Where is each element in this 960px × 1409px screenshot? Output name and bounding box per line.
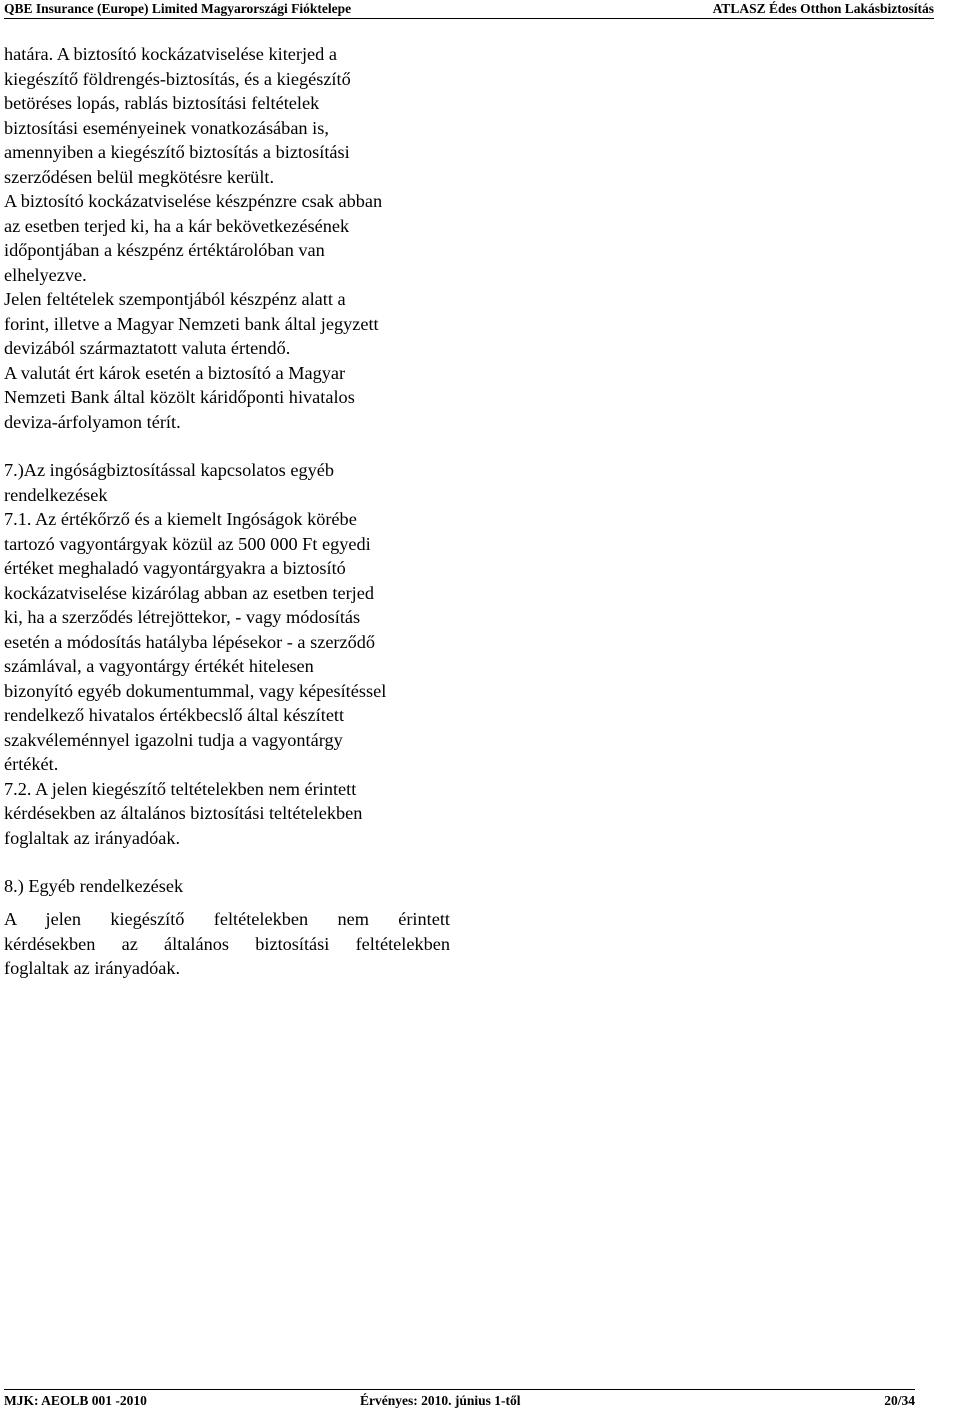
header-product: ATLASZ Édes Otthon Lakásbiztosítás: [712, 1, 934, 16]
body-line: szerződésen belül megkötésre került.: [4, 166, 275, 187]
body-line: Jelen feltételek szempontjából készpénz alatt a: [4, 289, 346, 309]
section-7-line: kérdésekben az általános biztosítási teltételekben: [4, 803, 363, 823]
body-line: határa. A biztosító kockázatviselése kiterjed a: [4, 44, 337, 64]
footer-page-number: 20/34: [884, 1393, 915, 1408]
document-body: [4, 42, 504, 899]
body-line: időpontjában a készpénz értéktárolóban van: [4, 240, 325, 260]
section-8-title: 8.) Egyéb rendelkezések: [4, 876, 184, 896]
section-7-line: értéket meghaladó vagyontárgyakra a biztosító: [4, 558, 346, 578]
section-7-line: 7.2. A jelen kiegészítő teltételekben nem érintett: [4, 778, 357, 799]
section-gap: [4, 850, 504, 874]
footer-code: MJK: AEOLB 001 -2010: [4, 1393, 147, 1408]
page-footer: [4, 1389, 915, 1408]
body-line: A biztosító kockázatviselése készpénzre csak abban: [4, 191, 383, 211]
section-7-line: számlával, a vagyontárgy értékét hitelesen: [4, 656, 314, 676]
section-8-line: A jelen kiegészítő feltételekben nem érintett: [4, 909, 450, 929]
header-company: QBE Insurance (Europe) Limited Magyarországi Fióktelepe: [4, 1, 352, 16]
body-line: betöréses lopás, rablás biztosítási feltételek: [4, 93, 320, 113]
body-line: kiegészítő földrengés-biztosítás, és a kiegészítő: [4, 68, 351, 89]
section-7-line: foglaltak az irányadóak.: [4, 827, 181, 848]
body-line: Nemzeti Bank által közölt káridőponti hivatalos: [4, 387, 355, 407]
section-7-line: rendelkező hivatalos értékbecslő által készített: [4, 705, 345, 725]
body-line: az esetben terjed ki, ha a kár bekövetkezésének: [4, 215, 350, 236]
section-7-line: tartozó vagyontárgyak közül az 500 000 Ft egyedi: [4, 533, 371, 554]
section-gap: [4, 434, 504, 458]
body-line: amennyiben a kiegészítő biztosítás a biztosítási: [4, 142, 350, 162]
section-7-line: értékét.: [4, 754, 59, 774]
body-line: forint, illetve a Magyar Nemzeti bank által jegyzett: [4, 313, 379, 334]
section-8-line: foglaltak az irányadóak.: [4, 958, 181, 978]
footer-validity: Érvényes: 2010. június 1-től: [360, 1393, 521, 1408]
section-7-title: rendelkezések: [4, 484, 108, 505]
section-7-line: szakvéleménnyel igazolni tudja a vagyontárgy: [4, 729, 343, 750]
body-line: elhelyezve.: [4, 264, 87, 285]
section-7-line: ki, ha a szerződés létrejöttekor, - vagy módosítás: [4, 607, 361, 627]
section-7-line: kockázatviselése kizárólag abban az esetben terjed: [4, 582, 374, 603]
body-line: biztosítási eseményeinek vonatkozásában is,: [4, 117, 329, 138]
body-line: A valutát ért károk esetén a biztosító a Magyar: [4, 362, 346, 383]
section-7-line: bizonyító egyéb dokumentummal, vagy képesítéssel: [4, 680, 387, 701]
section-7-line: 7.1. Az értékőrző és a kiemelt Ingóságok körébe: [4, 509, 357, 529]
section-8-line: kérdésekben az általános biztosítási feltételekben: [4, 933, 450, 954]
section-8-body: [4, 907, 450, 981]
section-7-title: 7.)Az ingóságbiztosítással kapcsolatos egyéb: [4, 460, 334, 480]
page-header: [4, 0, 934, 19]
body-line: devizából származtatott valuta értendő.: [4, 338, 291, 358]
body-line: deviza-árfolyamon térít.: [4, 411, 181, 432]
section-7-line: esetén a módosítás hatályba lépésekor - a szerződő: [4, 631, 376, 652]
